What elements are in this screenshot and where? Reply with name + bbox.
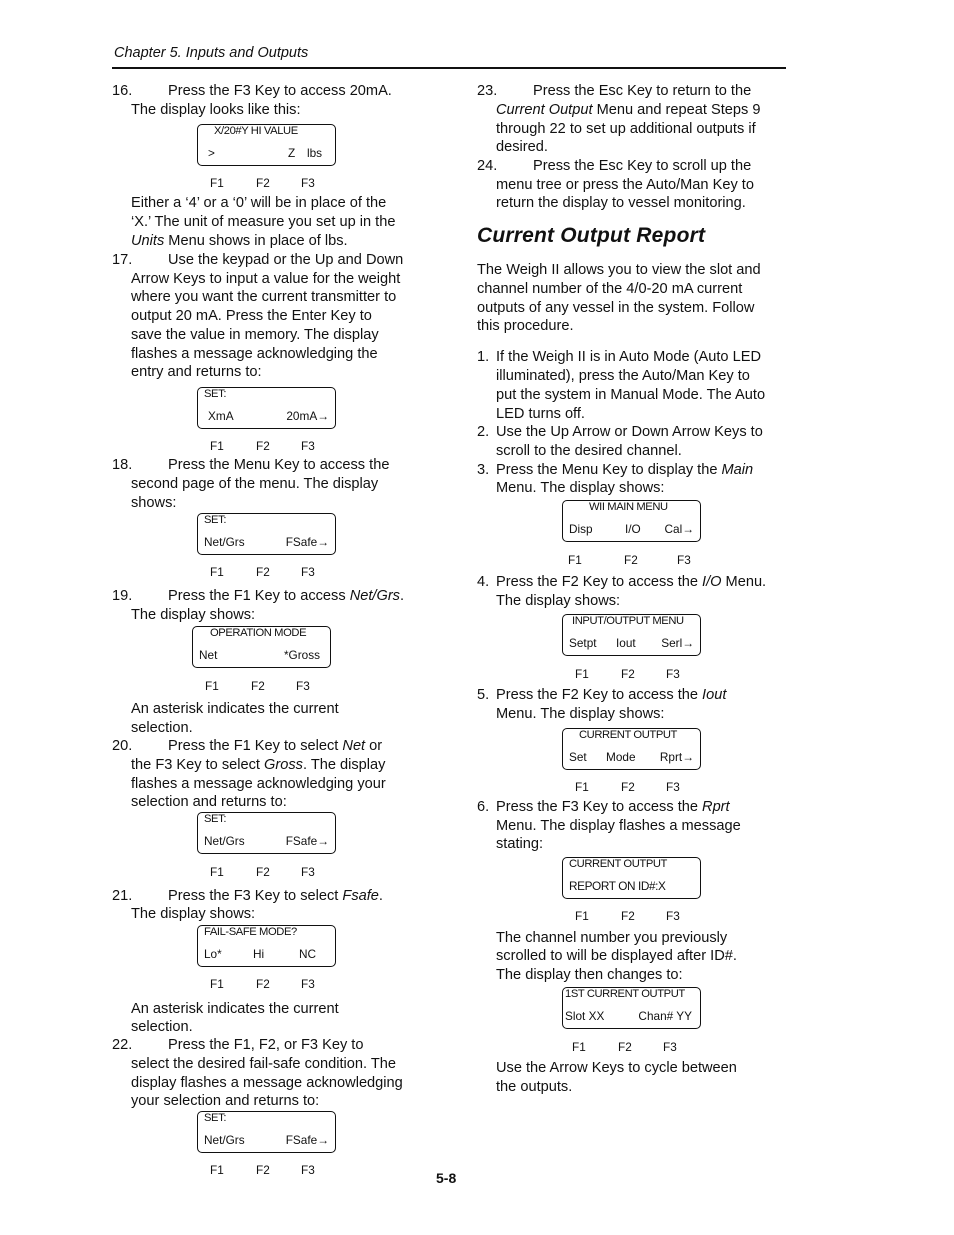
step-16-note-3: Units Menu shows in place of lbs. bbox=[131, 233, 348, 249]
lcd-line-1: X/20#Y HI VALUE bbox=[214, 125, 298, 137]
lcd-cell: > bbox=[208, 146, 215, 160]
netgrs-ref: Net/Grs bbox=[349, 588, 400, 604]
step-22-line-3: display flashes a message acknowledging bbox=[131, 1075, 403, 1091]
section-title: Current Output Report bbox=[477, 224, 706, 247]
f2-key-label: F2 bbox=[251, 679, 265, 693]
f3-key-label: F3 bbox=[296, 679, 310, 693]
gross-ref: Gross bbox=[264, 757, 303, 773]
f2-key-label: F2 bbox=[621, 667, 635, 681]
step-r2-number: 2. bbox=[477, 424, 490, 440]
step-17-line-1: Use the keypad or the Up and Down bbox=[168, 252, 404, 268]
f3-key-label: F3 bbox=[663, 1040, 677, 1054]
step-19-note-2: selection. bbox=[131, 720, 193, 736]
function-keys bbox=[210, 439, 350, 453]
step-r5-line-1: Press the F2 Key to access the Iout bbox=[496, 687, 727, 703]
step-19-note-1: An asterisk indicates the current bbox=[131, 701, 339, 717]
step-r3-number: 3. bbox=[477, 462, 490, 478]
function-keys bbox=[210, 977, 350, 991]
step-17-line-6: flashes a message acknowledging the bbox=[131, 346, 378, 362]
report-note-1: The channel number you previously bbox=[496, 930, 728, 946]
f2-key-label: F2 bbox=[256, 565, 270, 579]
step-18-line-2: second page of the menu. The display bbox=[131, 476, 379, 492]
step-24-line-3: return the display to vessel monitoring. bbox=[496, 195, 746, 211]
lcd-cell: Net/Grs bbox=[204, 834, 245, 848]
lcd-display-16 bbox=[197, 124, 336, 166]
step-23-number: 23. bbox=[477, 83, 498, 99]
f1-key-label: F1 bbox=[575, 667, 589, 681]
f3-key-label: F3 bbox=[666, 780, 680, 794]
lcd-cell: NC bbox=[299, 947, 317, 961]
step-21-line-1: Press the F3 Key to select Fsafe. bbox=[168, 888, 383, 904]
step-17-line-5: save the value in memory. The display bbox=[131, 327, 379, 343]
step-r4-number: 4. bbox=[477, 574, 490, 590]
step-20-number: 20. bbox=[112, 738, 133, 754]
step-16-number: 16. bbox=[112, 83, 133, 99]
f3-key-label: F3 bbox=[301, 176, 315, 190]
closing-note-1: Use the Arrow Keys to cycle between bbox=[496, 1060, 737, 1076]
step-20-line-2: the F3 Key to select Gross. The display bbox=[131, 757, 386, 773]
chapter-header: Chapter 5. Inputs and Outputs bbox=[114, 45, 309, 61]
lcd-cell: I/O bbox=[625, 522, 641, 536]
f3-key-label: F3 bbox=[666, 909, 680, 923]
step-22-line-2: select the desired fail-safe condition. The bbox=[131, 1056, 397, 1072]
lcd-line-1: FAIL-SAFE MODE? bbox=[204, 926, 297, 938]
f1-key-label: F1 bbox=[205, 679, 219, 693]
units-menu-ref: Units bbox=[131, 233, 165, 249]
step-16-note-2: ‘X.’ The unit of measure you set up in the bbox=[131, 214, 396, 230]
step-21-note-1: An asterisk indicates the current bbox=[131, 1001, 339, 1017]
step-19-line-1: Press the F1 Key to access Net/Grs. bbox=[168, 588, 405, 604]
step-r6-line-1: Press the F3 Key to access the Rprt bbox=[496, 799, 730, 815]
f2-key-label: F2 bbox=[256, 176, 270, 190]
lcd-display-18 bbox=[197, 513, 336, 555]
step-r5-number: 5. bbox=[477, 687, 490, 703]
lcd-display-io-menu bbox=[562, 614, 701, 656]
page-number: 5-8 bbox=[436, 1170, 457, 1186]
lcd-cell: Set bbox=[569, 750, 587, 764]
lcd-line-1: SET: bbox=[204, 1112, 227, 1124]
lcd-cell: FSafe→ bbox=[285, 1133, 329, 1147]
f1-key-label: F1 bbox=[210, 565, 224, 579]
step-r1-line-1: If the Weigh II is in Auto Mode (Auto LED bbox=[496, 349, 761, 365]
step-17-line-7: entry and returns to: bbox=[131, 364, 262, 380]
step-r4-line-1: Press the F2 Key to access the I/O Menu. bbox=[496, 574, 767, 590]
report-note-2: scrolled to will be displayed after ID#. bbox=[496, 948, 737, 964]
step-19-line-2: The display shows: bbox=[131, 607, 256, 623]
lcd-line-1: SET: bbox=[204, 813, 227, 825]
f1-key-label: F1 bbox=[210, 865, 224, 879]
function-keys bbox=[210, 1163, 350, 1177]
function-keys bbox=[210, 565, 350, 579]
step-20-line-3: flashes a message acknowledging your bbox=[131, 776, 386, 792]
f3-key-label: F3 bbox=[301, 565, 315, 579]
function-keys bbox=[568, 553, 708, 567]
function-keys bbox=[575, 909, 715, 923]
intro-line-3: outputs of any vessel in the system. Follow bbox=[477, 300, 755, 316]
step-16-line-2: The display looks like this: bbox=[131, 102, 301, 118]
lcd-line-1: 1ST CURRENT OUTPUT bbox=[565, 988, 685, 1000]
net-ref: Net bbox=[342, 738, 366, 754]
lcd-line-1: CURRENT OUTPUT bbox=[579, 729, 677, 741]
step-23-line-3: through 22 to set up additional outputs if bbox=[496, 121, 756, 137]
step-20-line-1: Press the F1 Key to select Net or bbox=[168, 738, 383, 754]
f3-key-label: F3 bbox=[666, 667, 680, 681]
step-21-note-2: selection. bbox=[131, 1019, 193, 1035]
lcd-cell: Net/Grs bbox=[204, 1133, 245, 1147]
lcd-line-1: SET: bbox=[204, 514, 227, 526]
step-24-line-2: menu tree or press the Auto/Man Key to bbox=[496, 177, 754, 193]
lcd-line-1: INPUT/OUTPUT MENU bbox=[572, 615, 684, 627]
step-16-note-1: Either a ‘4’ or a ‘0’ will be in place of the bbox=[131, 195, 387, 211]
function-keys bbox=[575, 667, 715, 681]
function-keys bbox=[205, 679, 345, 693]
function-keys bbox=[575, 780, 715, 794]
lcd-cell: Chan# YY bbox=[638, 1009, 692, 1023]
step-r5-line-2: Menu. The display shows: bbox=[496, 706, 665, 722]
step-r2-line-1: Use the Up Arrow or Down Arrow Keys to bbox=[496, 424, 763, 440]
lcd-line-1: OPERATION MODE bbox=[210, 627, 307, 639]
step-17-number: 17. bbox=[112, 252, 133, 268]
lcd-line-1: WII MAIN MENU bbox=[589, 501, 668, 513]
lcd-cell: Cal→ bbox=[664, 522, 694, 536]
current-output-ref: Current Output bbox=[496, 102, 593, 118]
f1-key-label: F1 bbox=[210, 1163, 224, 1177]
lcd-cell: FSafe→ bbox=[285, 535, 329, 549]
step-r1-line-3: put the system in Manual Mode. The Auto bbox=[496, 387, 766, 403]
function-keys bbox=[210, 176, 350, 190]
f3-key-label: F3 bbox=[677, 553, 691, 567]
step-20-line-4: selection and returns to: bbox=[131, 794, 287, 810]
step-23-line-2: Current Output Menu and repeat Steps 9 bbox=[496, 102, 761, 118]
step-r6-line-2: Menu. The display flashes a message bbox=[496, 818, 741, 834]
function-keys bbox=[572, 1040, 712, 1054]
step-r4-line-2: The display shows: bbox=[496, 593, 621, 609]
f3-key-label: F3 bbox=[301, 865, 315, 879]
f2-key-label: F2 bbox=[621, 909, 635, 923]
f1-key-label: F1 bbox=[210, 439, 224, 453]
step-24-line-1: Press the Esc Key to scroll up the bbox=[533, 158, 752, 174]
rprt-menu-ref: Rprt bbox=[702, 799, 730, 815]
lcd-cell: Mode bbox=[606, 750, 636, 764]
lcd-display-17 bbox=[197, 387, 336, 429]
lcd-line-1: SET: bbox=[204, 388, 227, 400]
f2-key-label: F2 bbox=[618, 1040, 632, 1054]
f1-key-label: F1 bbox=[572, 1040, 586, 1054]
step-22-number: 22. bbox=[112, 1037, 133, 1053]
intro-line-4: this procedure. bbox=[477, 318, 574, 334]
lcd-cell: 20mA→ bbox=[286, 409, 329, 423]
step-r6-line-3: stating: bbox=[496, 836, 544, 852]
lcd-line-1: CURRENT OUTPUT bbox=[569, 858, 667, 870]
step-17-line-3: where you want the current transmitter to bbox=[131, 289, 397, 305]
lcd-cell: FSafe→ bbox=[285, 834, 329, 848]
step-r1-line-2: illuminated), press the Auto/Man Key to bbox=[496, 368, 750, 384]
lcd-display-report bbox=[562, 857, 701, 899]
lcd-display-22 bbox=[197, 1111, 336, 1153]
main-menu-ref: Main bbox=[721, 462, 754, 478]
lcd-display-21 bbox=[197, 925, 336, 967]
lcd-cell: lbs bbox=[307, 146, 323, 160]
f1-key-label: F1 bbox=[575, 780, 589, 794]
intro-line-1: The Weigh II allows you to view the slot and bbox=[477, 262, 761, 278]
iout-menu-ref: Iout bbox=[702, 687, 727, 703]
step-r1-number: 1. bbox=[477, 349, 490, 365]
f2-key-label: F2 bbox=[256, 1163, 270, 1177]
f2-key-label: F2 bbox=[256, 439, 270, 453]
f1-key-label: F1 bbox=[210, 977, 224, 991]
intro-line-2: channel number of the 4/0-20 mA current bbox=[477, 281, 743, 297]
f3-key-label: F3 bbox=[301, 1163, 315, 1177]
f2-key-label: F2 bbox=[256, 865, 270, 879]
step-17-line-4: output 20 mA. Press the Enter Key to bbox=[131, 308, 372, 324]
io-menu-ref: I/O bbox=[702, 574, 722, 590]
lcd-display-first-output bbox=[562, 987, 701, 1029]
lcd-cell: Z bbox=[288, 146, 296, 160]
lcd-cell: Lo* bbox=[204, 947, 222, 961]
lcd-line-2: REPORT ON ID#:X bbox=[569, 879, 666, 893]
step-r6-number: 6. bbox=[477, 799, 490, 815]
report-note-3: The display then changes to: bbox=[496, 967, 683, 983]
lcd-cell: Hi bbox=[253, 947, 265, 961]
f3-key-label: F3 bbox=[301, 977, 315, 991]
f3-key-label: F3 bbox=[301, 439, 315, 453]
fsafe-ref: Fsafe bbox=[342, 888, 379, 904]
lcd-cell: Slot XX bbox=[565, 1009, 605, 1023]
f1-key-label: F1 bbox=[575, 909, 589, 923]
lcd-cell: Serl→ bbox=[661, 636, 694, 650]
step-18-line-1: Press the Menu Key to access the bbox=[168, 457, 390, 473]
step-r1-line-4: LED turns off. bbox=[496, 406, 585, 422]
f2-key-label: F2 bbox=[624, 553, 638, 567]
f2-key-label: F2 bbox=[621, 780, 635, 794]
step-19-number: 19. bbox=[112, 588, 133, 604]
lcd-display-19 bbox=[192, 626, 331, 668]
lcd-cell: Setpt bbox=[569, 636, 597, 650]
lcd-cell: Rprt→ bbox=[659, 750, 694, 764]
lcd-cell: Net/Grs bbox=[204, 535, 245, 549]
lcd-display-main-menu bbox=[562, 500, 701, 542]
step-21-number: 21. bbox=[112, 888, 133, 904]
lcd-display-current-output bbox=[562, 728, 701, 770]
step-22-line-4: your selection and returns to: bbox=[131, 1093, 320, 1109]
f1-key-label: F1 bbox=[568, 553, 582, 567]
step-21-line-2: The display shows: bbox=[131, 906, 256, 922]
function-keys bbox=[210, 865, 350, 879]
step-18-line-3: shows: bbox=[131, 495, 177, 511]
step-23-line-1: Press the Esc Key to return to the bbox=[533, 83, 752, 99]
step-24-number: 24. bbox=[477, 158, 498, 174]
step-16-line-1: Press the F3 Key to access 20mA. bbox=[168, 83, 392, 99]
step-r2-line-2: scroll to the desired channel. bbox=[496, 443, 682, 459]
closing-note-2: the outputs. bbox=[496, 1079, 573, 1095]
lcd-cell: Disp bbox=[569, 522, 593, 536]
lcd-cell: Net bbox=[199, 648, 218, 662]
step-18-number: 18. bbox=[112, 457, 133, 473]
lcd-cell: *Gross bbox=[283, 648, 320, 662]
header-rule bbox=[112, 67, 786, 69]
lcd-display-20 bbox=[197, 812, 336, 854]
f2-key-label: F2 bbox=[256, 977, 270, 991]
f1-key-label: F1 bbox=[210, 176, 224, 190]
step-r3-line-2: Menu. The display shows: bbox=[496, 480, 665, 496]
step-17-line-2: Arrow Keys to input a value for the weight bbox=[131, 271, 401, 287]
step-r3-line-1: Press the Menu Key to display the Main bbox=[496, 462, 754, 478]
lcd-cell: Iout bbox=[616, 636, 636, 650]
step-22-line-1: Press the F1, F2, or F3 Key to bbox=[168, 1037, 364, 1053]
lcd-cell: XmA bbox=[208, 409, 234, 423]
step-23-line-4: desired. bbox=[496, 139, 548, 155]
